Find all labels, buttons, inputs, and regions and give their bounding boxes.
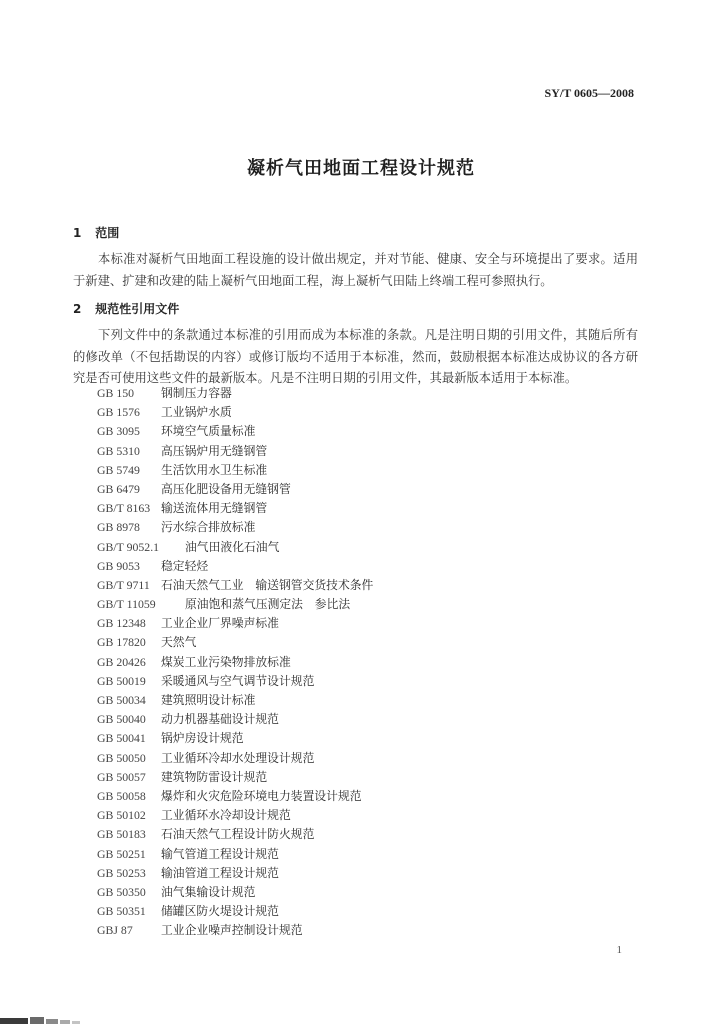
reference-name: 工业锅炉水质 xyxy=(161,405,232,420)
reference-item xyxy=(97,653,373,672)
reference-name: 高压化肥设备用无缝钢管 xyxy=(161,481,291,496)
reference-code: GB 3095 xyxy=(97,424,140,439)
reference-name: 天然气 xyxy=(161,635,197,650)
section-2-paragraph: 下列文件中的条款通过本标准的引用而成为本标准的条款。凡是注明日期的引用文件，其随后所有的修改单（不包括勘误的内容）或修订版均不适用于本标准，然而，鼓励根据本标准达成协议的各方研究是否可使用这些文件的最新版本。凡是不注明日期的引用文件，其最新版本适用于本标准。 xyxy=(73,328,638,385)
reference-name: 工业企业噪声控制设计规范 xyxy=(161,923,303,938)
page-number: 1 xyxy=(616,944,622,956)
reference-item xyxy=(97,442,373,461)
reference-code: GB 50034 xyxy=(97,693,146,707)
reference-code: GB/T 8163 xyxy=(97,501,151,516)
reference-code: GB 5749 xyxy=(97,462,140,477)
reference-code: GB 20426 xyxy=(97,654,146,669)
reference-item xyxy=(97,384,373,403)
reference-name: 工业企业厂界噪声标准 xyxy=(161,616,279,631)
reference-item xyxy=(97,538,373,557)
reference-item xyxy=(97,921,373,940)
section-2-title: 规范性引用文件 xyxy=(95,302,180,316)
reference-item xyxy=(97,710,373,729)
reference-name: 油气田液化石油气 xyxy=(185,539,280,554)
reference-name: 原油饱和蒸气压测定法 参比法 xyxy=(185,597,351,612)
reference-item xyxy=(97,768,373,787)
reference-item xyxy=(97,576,373,595)
reference-code: GB 8978 xyxy=(97,520,140,535)
reference-list xyxy=(97,384,373,940)
reference-item xyxy=(97,614,373,633)
reference-item xyxy=(97,749,373,768)
reference-name: 石油天然气工业 输送钢管交货技术条件 xyxy=(161,577,374,592)
section-1-paragraph: 本标准对凝析气田地面工程设施的设计做出规定，并对节能、健康、安全与环境提出了要求。适用于新建、扩建和改建的陆上凝析气田地面工程，海上凝析气田陆上终端工程可参照执行。 xyxy=(73,252,638,288)
reference-code: GB 50058 xyxy=(97,788,146,803)
reference-name: 煤炭工业污染物排放标准 xyxy=(161,654,291,669)
reference-code: GB 150 xyxy=(97,386,135,400)
reference-item xyxy=(97,403,373,422)
reference-name: 动力机器基础设计规范 xyxy=(161,712,279,727)
reference-code: GB 50251 xyxy=(97,846,146,861)
reference-code: GB/T 9052.1 xyxy=(97,539,160,554)
reference-item xyxy=(97,499,373,518)
standard-code-header: SY/T 0605—2008 xyxy=(544,86,634,100)
section-2-heading xyxy=(73,300,179,317)
document-title: 凝析气田地面工程设计规范 xyxy=(247,158,475,179)
reference-item xyxy=(97,864,373,883)
reference-item xyxy=(97,461,373,480)
reference-item xyxy=(97,633,373,652)
reference-name: 输气管道工程设计规范 xyxy=(161,846,279,861)
section-1-title: 范围 xyxy=(95,226,120,240)
reference-item xyxy=(97,902,373,921)
reference-name: 生活饮用水卫生标准 xyxy=(161,462,268,477)
reference-name: 钢制压力容器 xyxy=(161,386,232,400)
reference-code: GB 50183 xyxy=(97,827,146,842)
reference-name: 污水综合排放标准 xyxy=(161,520,256,535)
reference-name: 工业循环冷却水处理设计规范 xyxy=(161,750,315,765)
reference-item xyxy=(97,883,373,902)
reference-item xyxy=(97,825,373,844)
reference-code: GB 50040 xyxy=(97,712,146,727)
reference-item xyxy=(97,845,373,864)
reference-code: GBJ 87 xyxy=(97,923,133,938)
reference-code: GB 50102 xyxy=(97,808,146,823)
reference-name: 稳定轻烃 xyxy=(161,558,209,573)
reference-code: GB 50350 xyxy=(97,884,146,899)
reference-code: GB 50351 xyxy=(97,904,146,919)
reference-item xyxy=(97,787,373,806)
reference-name: 工业循环水冷却设计规范 xyxy=(161,808,291,823)
reference-name: 采暖通风与空气调节设计规范 xyxy=(161,673,315,688)
reference-code: GB 9053 xyxy=(97,558,140,573)
section-1-number: 1 xyxy=(73,226,82,240)
reference-code: GB 50019 xyxy=(97,673,146,688)
reference-code: GB 12348 xyxy=(97,616,146,631)
reference-name: 储罐区防火堤设计规范 xyxy=(161,904,279,919)
reference-name: 环境空气质量标准 xyxy=(161,424,256,439)
reference-item xyxy=(97,672,373,691)
reference-name: 油气集输设计规范 xyxy=(161,884,256,899)
reference-item xyxy=(97,518,373,537)
reference-name: 高压锅炉用无缝钢管 xyxy=(161,443,268,458)
reference-name: 锅炉房设计规范 xyxy=(161,731,244,746)
reference-code: GB 6479 xyxy=(97,481,140,496)
scan-noise-mark xyxy=(0,1008,110,1024)
reference-name: 建筑照明设计标准 xyxy=(161,693,256,707)
reference-name: 爆炸和火灾危险环境电力装置设计规范 xyxy=(161,788,362,803)
reference-name: 建筑物防雷设计规范 xyxy=(161,769,268,784)
reference-code: GB 50253 xyxy=(97,865,146,880)
reference-code: GB 5310 xyxy=(97,443,140,458)
reference-item xyxy=(97,691,373,710)
reference-item xyxy=(97,729,373,748)
reference-name: 输送流体用无缝钢管 xyxy=(161,501,268,516)
reference-item xyxy=(97,806,373,825)
reference-name: 石油天然气工程设计防火规范 xyxy=(161,827,315,842)
reference-item xyxy=(97,595,373,614)
reference-item xyxy=(97,422,373,441)
section-1-heading xyxy=(73,224,119,241)
reference-code: GB/T 9711 xyxy=(97,577,150,592)
reference-code: GB 50057 xyxy=(97,769,146,784)
reference-code: GB 17820 xyxy=(97,635,146,650)
section-2-number: 2 xyxy=(73,302,82,316)
reference-name: 输油管道工程设计规范 xyxy=(161,865,279,880)
reference-item xyxy=(97,480,373,499)
reference-code: GB 50050 xyxy=(97,750,146,765)
reference-code: GB 50041 xyxy=(97,731,146,746)
reference-code: GB/T 11059 xyxy=(97,597,156,612)
reference-code: GB 1576 xyxy=(97,405,140,420)
reference-item xyxy=(97,557,373,576)
